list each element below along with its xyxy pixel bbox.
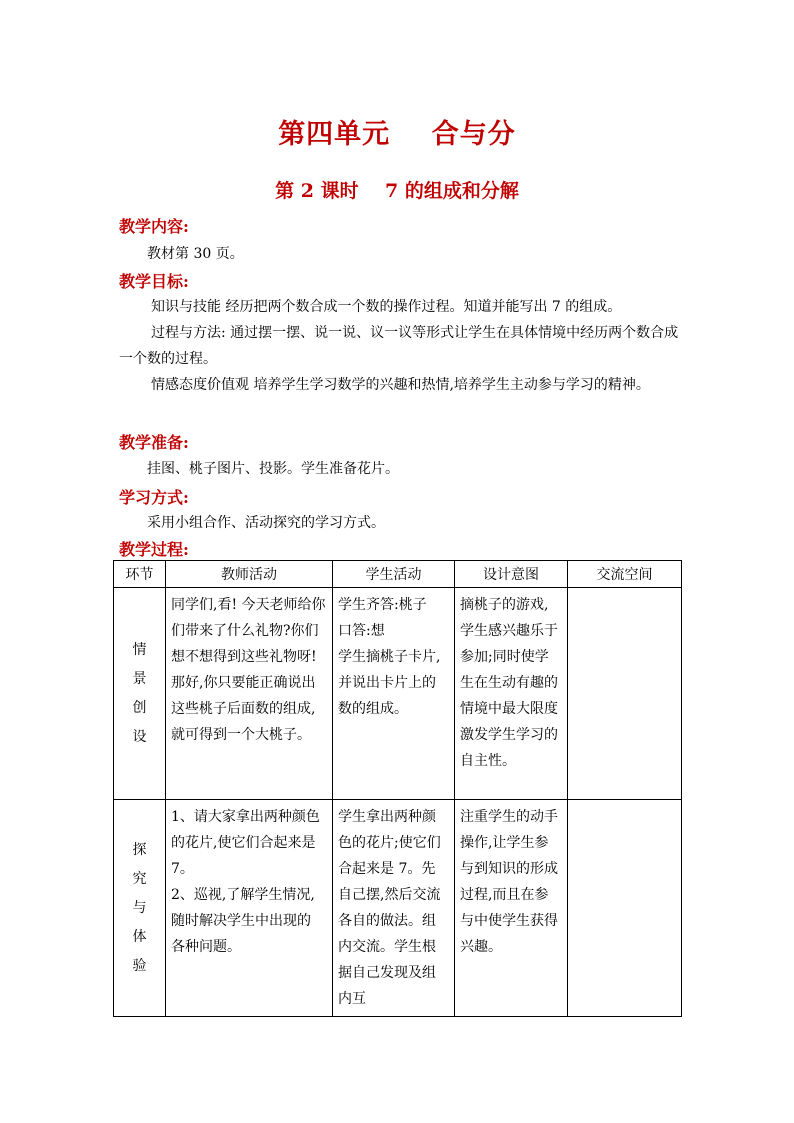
student-cell: 学生齐答:桃子 口答:想 学生摘桃子卡片,并说出卡片上的数的组成。 <box>333 588 455 800</box>
table-row <box>114 800 682 1017</box>
header-space: 交流空间 <box>568 561 682 588</box>
prep-text: 挂图、桃子图片、投影。学生准备花片。 <box>147 461 399 477</box>
goal-attitude: 情感态度价值观 培养学生学习数学的兴趣和热情,培养学生主动参与学习的精神。 <box>151 377 650 393</box>
stage-cell: 情景创设 <box>114 588 166 800</box>
design-cell: 摘桃子的游戏,学生感兴趣乐于参加;同时使学生在生动有趣的情境中最大限度激发学生学习的自主性。 <box>455 588 568 800</box>
space-cell <box>568 800 682 1017</box>
table-header-row <box>114 561 682 588</box>
process-table <box>113 560 682 1017</box>
design-cell: 注重学生的动手操作,让学生参与到知识的形成过程,而且在参与中使学生获得兴趣。 <box>455 800 568 1017</box>
method-text: 采用小组合作、活动探究的学习方式。 <box>147 515 385 531</box>
space-cell <box>568 588 682 800</box>
goal-process: 过程与方法: 通过摆一摆、说一说、议一议等形式让学生在具体情境中经历两个数合成一个数的过程。 <box>119 325 679 367</box>
page-title: 第四单元 合与分 <box>278 119 516 150</box>
teacher-cell: 1、请大家拿出两种颜色的花片,使它们合起来是 7。 2、巡视,了解学生情况, 随时解决学生中出现的 各种问题。 <box>166 800 333 1017</box>
lesson-subtitle: 第 2 课时 7 的组成和分解 <box>275 180 519 202</box>
stage-cell: 探究与体验 <box>114 800 166 1017</box>
goal-knowledge: 知识与技能 经历把两个数合成一个数的操作过程。知道并能写出 7 的组成。 <box>151 299 622 315</box>
table-row <box>114 588 682 800</box>
prep-heading: 教学准备: <box>119 433 189 452</box>
header-stage: 环节 <box>114 561 166 588</box>
header-student: 学生活动 <box>333 561 455 588</box>
method-heading: 学习方式: <box>119 488 189 507</box>
teacher-cell: 同学们,看! 今天老师给你们带来了什么礼物?你们想不想得到这些礼物呀! 那好,你只要能正确说出这些桃子后面数的组成,就可得到一个大桃子。 <box>166 588 333 800</box>
content-text: 教材第 30 页。 <box>147 246 244 262</box>
content-heading: 教学内容: <box>119 217 189 236</box>
student-cell: 学生拿出两种颜色的花片;使它们合起来是 7。先自己摆,然后交流各自的做法。组内交流。学生根据自己发现及组内互 <box>333 800 455 1017</box>
goals-heading: 教学目标: <box>119 272 189 291</box>
process-heading: 教学过程: <box>119 540 189 559</box>
header-teacher: 教师活动 <box>166 561 333 588</box>
header-design: 设计意图 <box>455 561 568 588</box>
